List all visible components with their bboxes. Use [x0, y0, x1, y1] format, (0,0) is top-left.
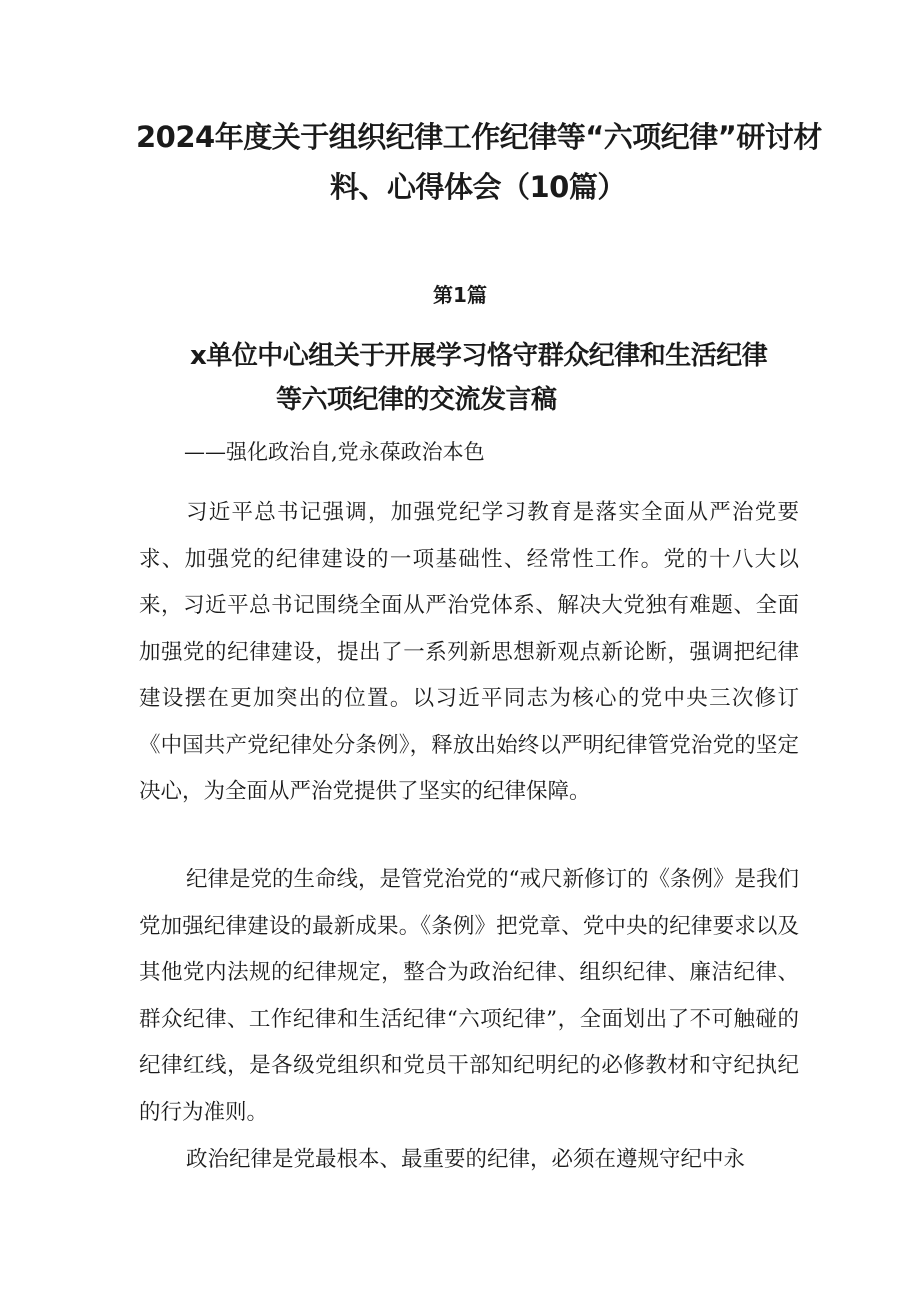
body-paragraph-1: 习近平总书记强调，加强党纪学习教育是落实全面从严治党要求、加强党的纪律建设的一项基础性、经常性工作。党的十八大以来，习近平总书记围绕全面从严治党体系、解决大党独有难题、全面加强党的纪律建设，提出了一系列新思想新观点新论断，强调把纪律建设摆在更加突出的位置。以习近平同志为核心的党中央三次修订《中国共产党纪律处分条例》，释放出始终以严明纪律管党治党的坚定决心，为全面从严治党提供了坚实的纪律保障。 [139, 500, 799, 804]
document-title-line-2: 料、心得体会（10篇） [330, 170, 626, 204]
body-paragraph-3: 政治纪律是党最根本、最重要的纪律，必须在遵规守纪中永 [186, 1147, 746, 1172]
speech-title-line-1: x单位中心组关于开展学习恪守群众纪律和生活纪律 [190, 341, 768, 371]
speech-title [180, 334, 820, 422]
body-paragraph-2: 纪律是党的生命线，是管党治党的“戒尺新修订的《条例》是我们党加强纪律建设的最新成果。《条例》把党章、党中央的纪律要求以及其他党内法规的纪律规定，整合为政治纪律、组织纪律、廉洁纪律、群众纪律、工作纪律和生活纪律“六项纪律”，全面划出了不可触碰的纪律红线，是各级党组织和党员干部知纪明纪的必修教材和守纪执纪的行为准则。 [139, 867, 799, 1125]
document-title-line-1: 2024年度关于组织纪律工作纪律等“六项纪律”研讨材 [136, 120, 822, 154]
document-title [120, 112, 822, 212]
chapter-label: 第1篇 [433, 283, 487, 307]
speech-subtitle: ——强化政治自,党永葆政治本色 [184, 440, 485, 464]
speech-title-line-2: 等六项纪律的交流发言稿 [276, 385, 557, 415]
